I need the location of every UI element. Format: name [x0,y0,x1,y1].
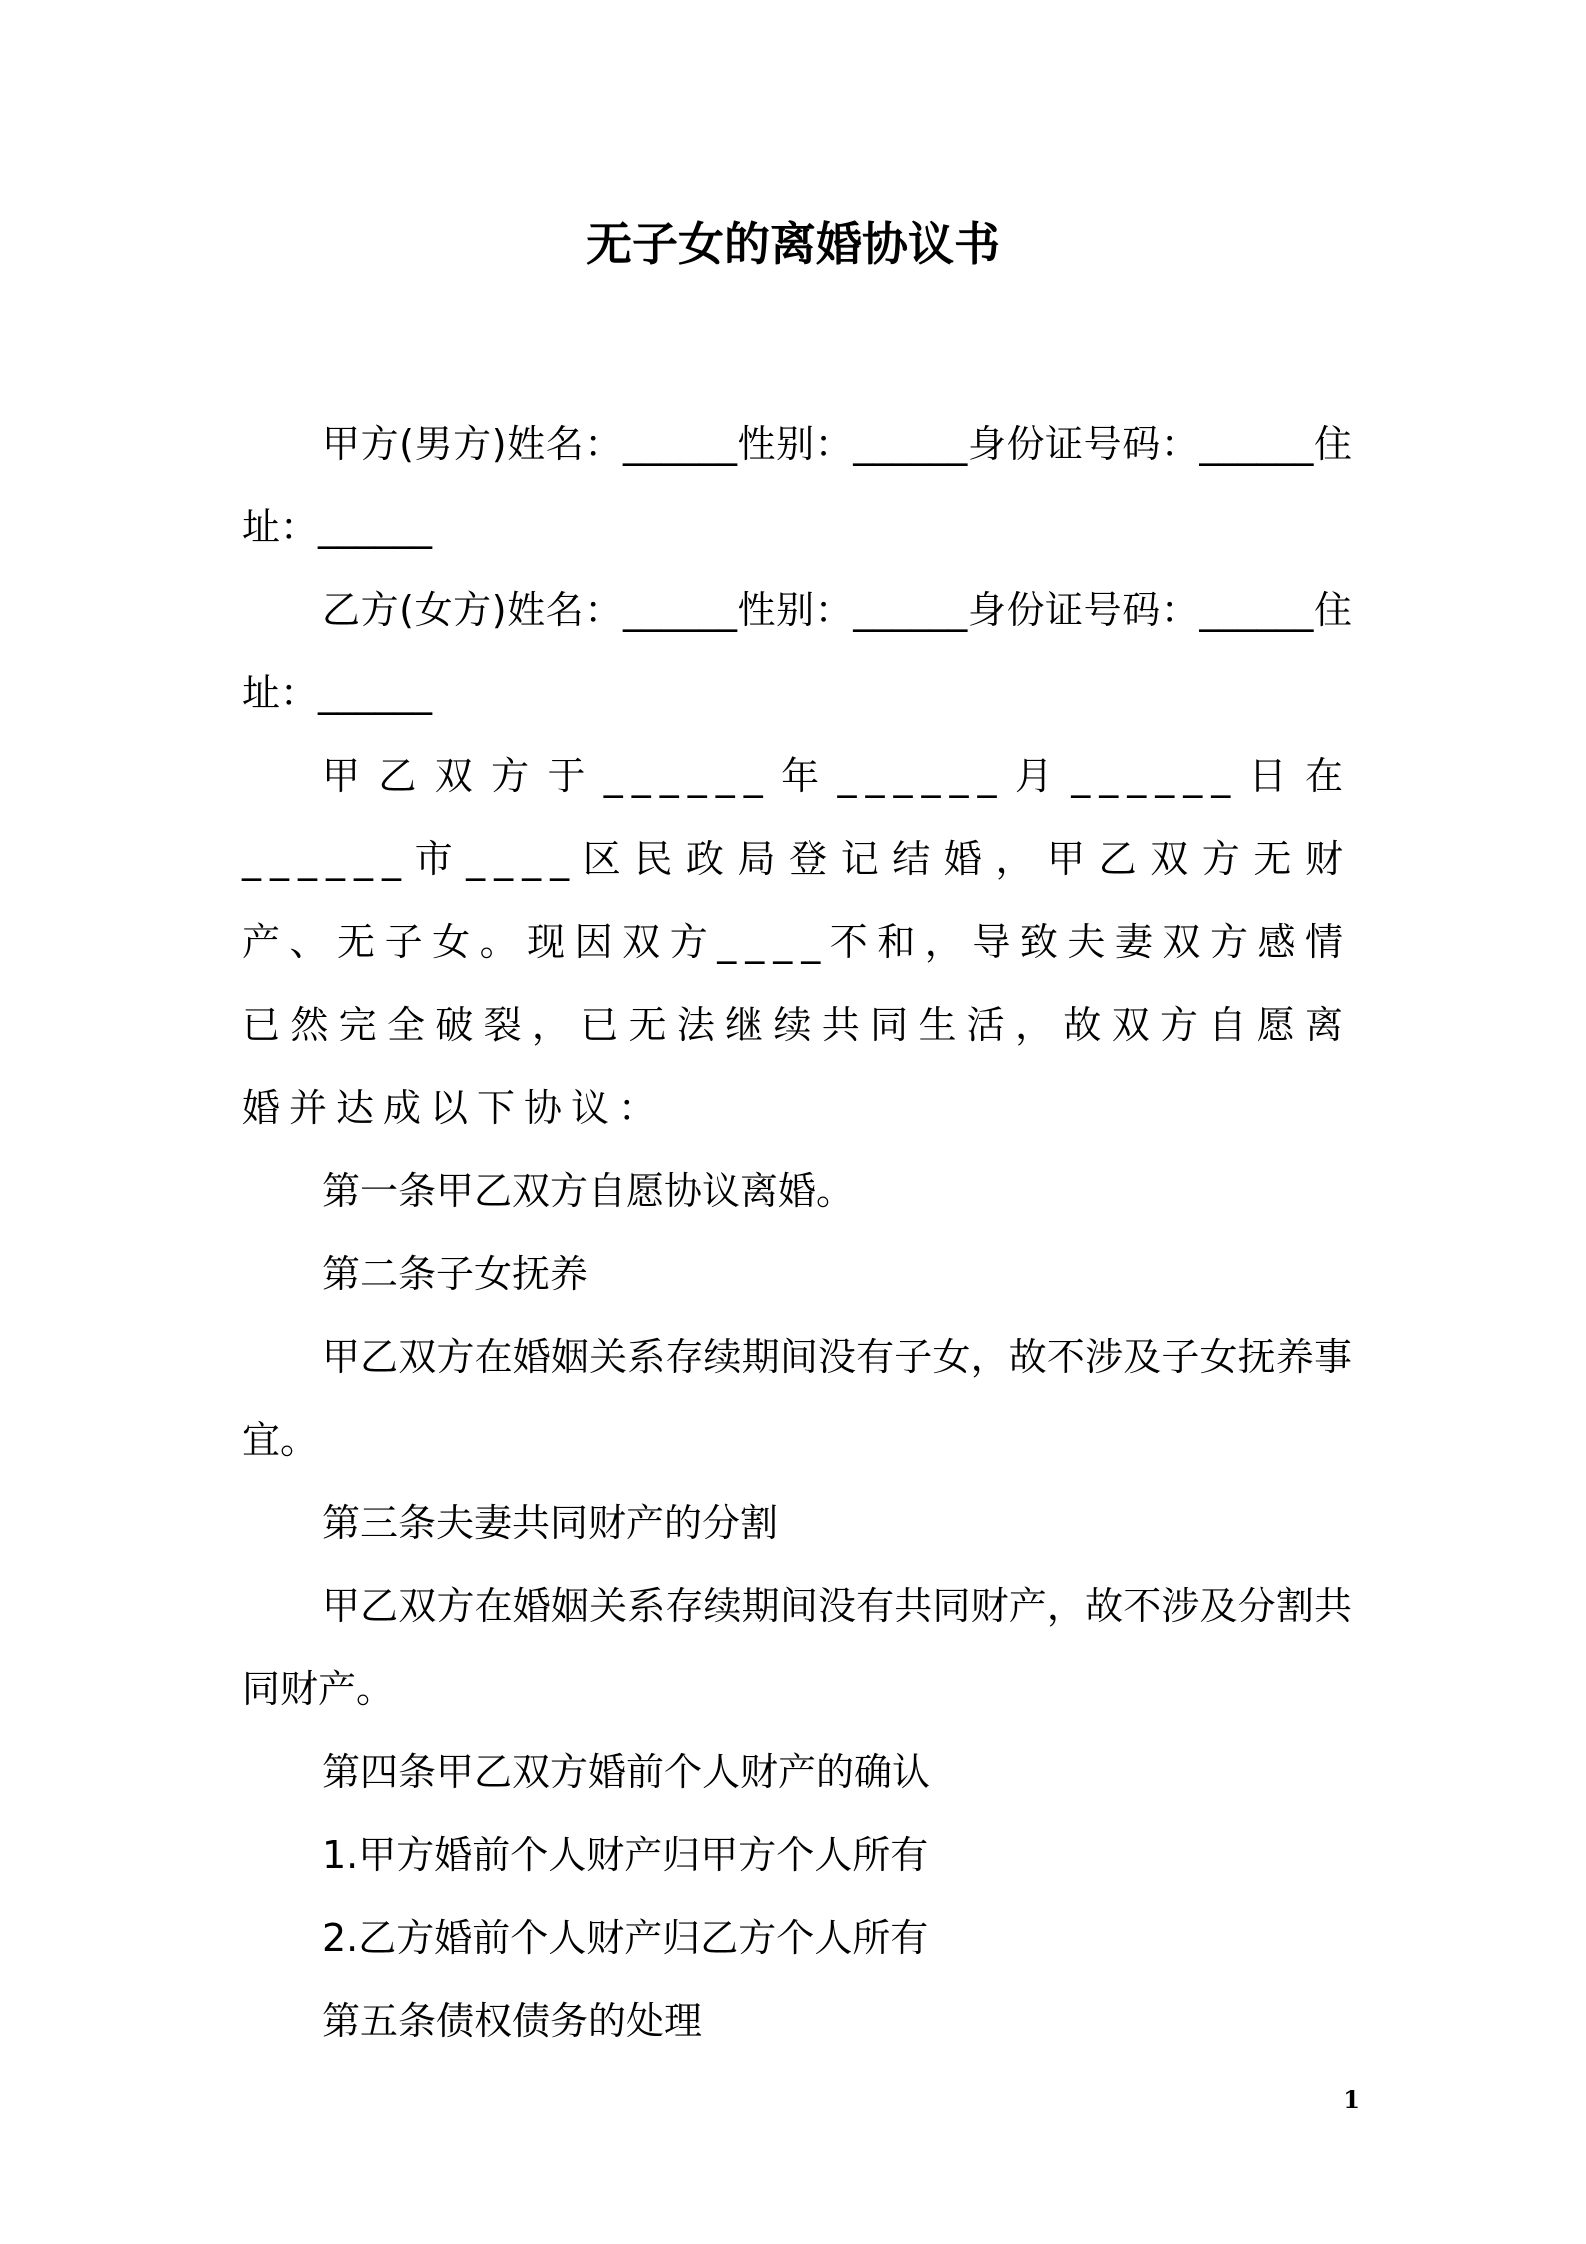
document-body [242,403,1352,2063]
marriage-statement: 甲乙双方于______年______月______日在______市____区民政局登记结婚，甲乙双方无财产、无子女。现因双方____不和，导致夫妻双方感情已然完全破裂，已无法继续共同生活，故双方自愿离婚并达成以下协议： [242,754,1352,1130]
page-number: 1 [1343,2085,1360,2114]
article-3-heading: 第三条夫妻共同财产的分割 [322,1501,779,1545]
article-4-heading: 第四条甲乙双方婚前个人财产的确认 [322,1750,931,1794]
party-a-info: 甲方(男方)姓名：______性别：______身份证号码：______住址：______ [242,422,1352,549]
article-3-body: 甲乙双方在婚姻关系存续期间没有共同财产，故不涉及分割共同财产。 [242,1584,1352,1711]
article-5-heading: 第五条债权债务的处理 [322,1999,703,2043]
article-1: 第一条甲乙双方自愿协议离婚。 [322,1169,855,1213]
article-2-body: 甲乙双方在婚姻关系存续期间没有子女，故不涉及子女抚养事宜。 [242,1335,1352,1462]
article-2-heading: 第二条子女抚养 [322,1252,589,1296]
document-title: 无子女的离婚协议书 [586,217,1000,271]
party-b-info: 乙方(女方)姓名：______性别：______身份证号码：______住址：______ [242,588,1352,715]
article-4-item-2: 2.乙方婚前个人财产归乙方个人所有 [322,1916,929,1960]
article-4-item-1: 1.甲方婚前个人财产归甲方个人所有 [322,1833,929,1877]
